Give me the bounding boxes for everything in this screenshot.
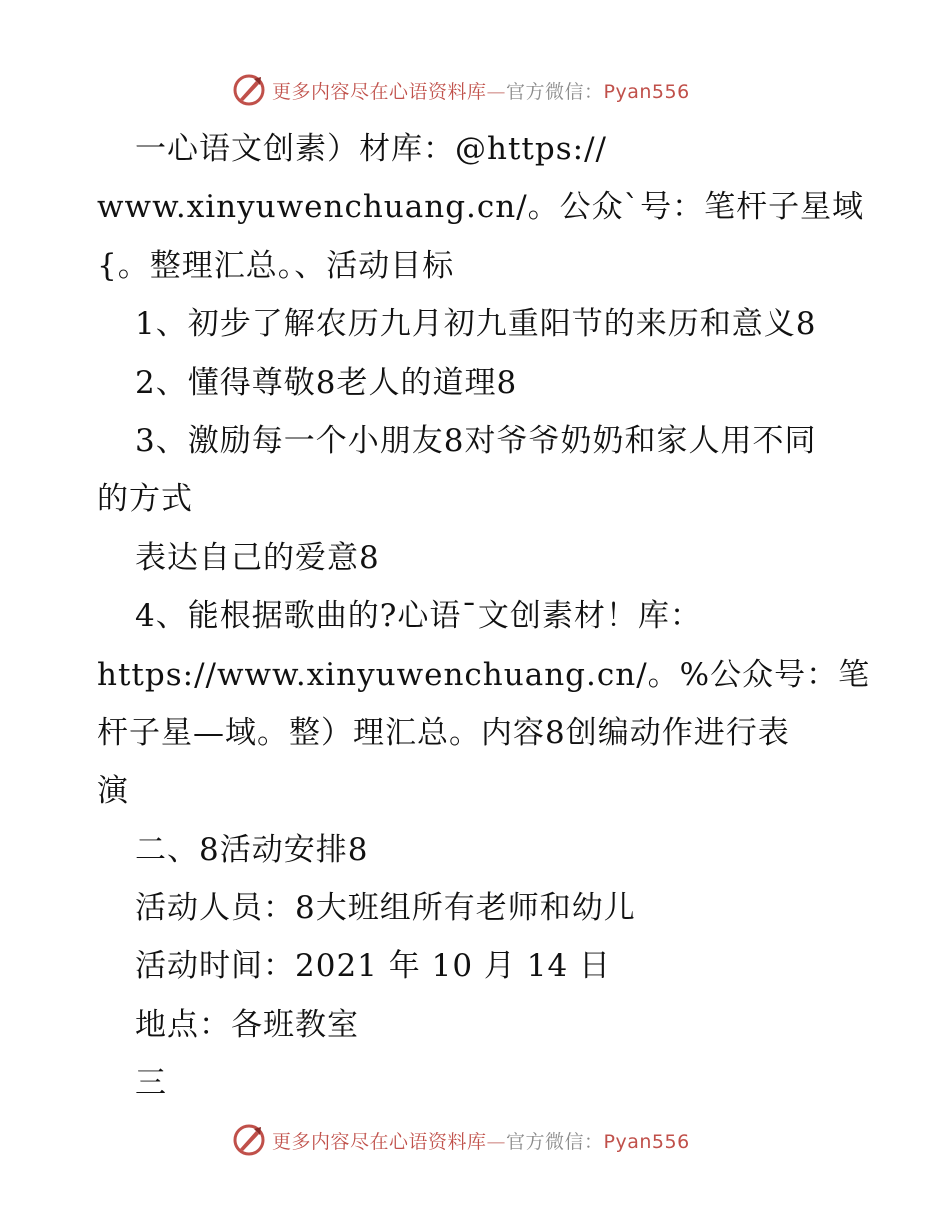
text-line: 3、激励每一个小朋友8对爷爷奶奶和家人用不同 [135,422,817,459]
text-line: 演 [97,773,129,810]
text-line: 杆子星—域。整）理汇总。内容8创编动作进行表 [97,714,790,751]
header-watermark [232,70,732,110]
footer-watermark [232,1120,732,1160]
text-line: 二、8活动安排8 [135,831,369,868]
quill-logo-icon [232,73,266,107]
watermark-text [272,77,690,104]
text-line: 4、能根据歌曲的?心语¯文创素材！库： [135,598,702,635]
text-line: 2、懂得尊敬8老人的道理8 [135,364,518,401]
watermark-dash: — [486,80,507,103]
watermark-wechat-id: Pyan556 [603,80,690,103]
text-line: 的方式 [97,481,193,518]
watermark-brand: 更多内容尽在心语资料库 [272,1130,487,1153]
document-body [97,120,887,1113]
watermark-wechat-label: 官方微信： [506,1130,604,1153]
watermark-wechat-id: Pyan556 [603,1130,690,1153]
watermark-brand: 更多内容尽在心语资料库 [272,80,487,103]
text-line: 表达自己的爱意8 [135,539,380,576]
text-line: 三 [135,1065,167,1102]
text-line: 地点：各班教室 [135,1006,359,1043]
text-line: www.xinyuwenchuang.cn/。公众`号：笔杆子星域 [97,189,865,226]
text-line: https://www.xinyuwenchuang.cn/。%公众号：笔 [97,656,871,693]
text-line: 一心语文创素）材库：@https:// [135,131,607,167]
watermark-text [272,1127,690,1154]
text-line: 活动人员：8大班组所有老师和幼儿 [135,890,636,927]
text-line: 1、初步了解农历九月初九重阳节的来历和意义8 [135,306,817,343]
text-line: 活动时间：2021 年 10 月 14 日 [135,948,612,985]
watermark-wechat-label: 官方微信： [506,80,604,103]
quill-logo-icon [232,1123,266,1157]
text-line: {。整理汇总。、活动目标 [97,247,455,284]
watermark-dash: — [486,1130,507,1153]
